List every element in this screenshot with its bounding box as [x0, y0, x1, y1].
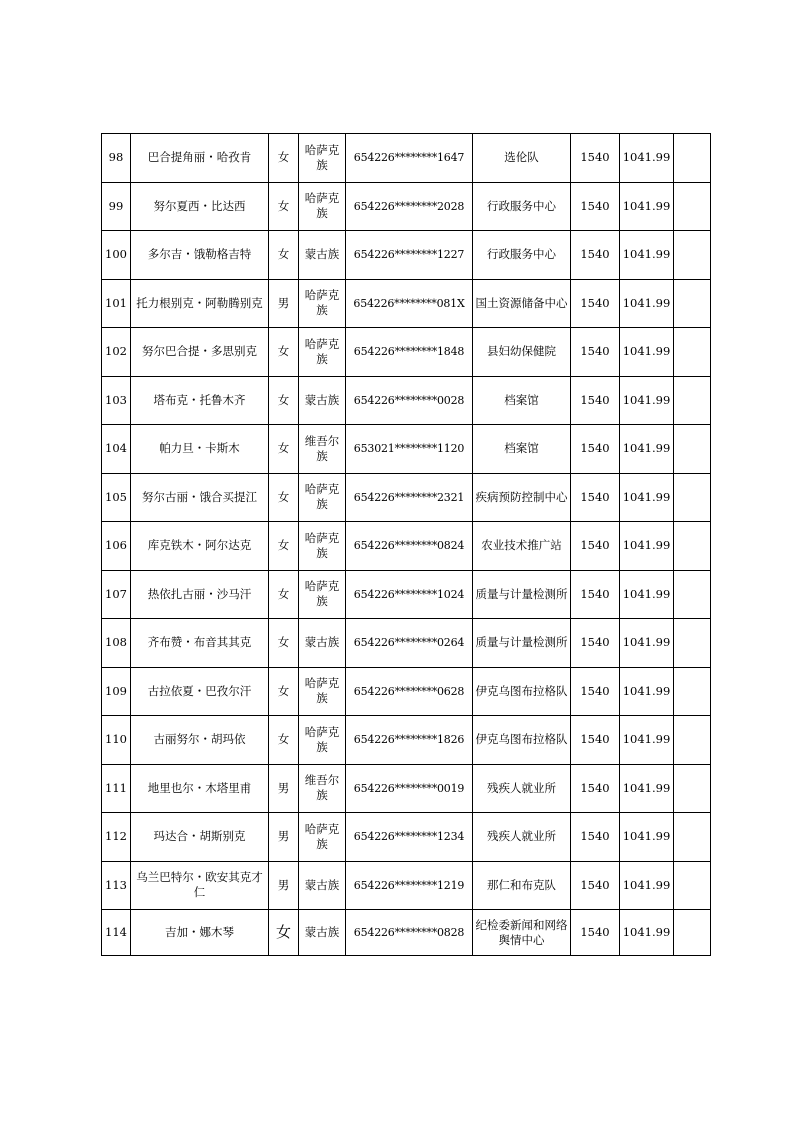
payment-amount-cell: 1041.99	[620, 279, 674, 328]
person-name: 巴合提角丽・哈孜肯	[131, 134, 269, 183]
work-unit-cell: 国土资源储备中心	[473, 279, 571, 328]
gender-cell: 女	[269, 425, 299, 474]
id-number-cell: 654226********0628	[346, 667, 473, 716]
remark-cell	[674, 861, 711, 910]
base-amount-cell: 1540	[571, 716, 620, 765]
row-index: 107	[102, 570, 131, 619]
id-number-cell: 654226********0264	[346, 619, 473, 668]
payment-amount-cell: 1041.99	[620, 861, 674, 910]
person-name: 古拉依夏・巴孜尔汗	[131, 667, 269, 716]
gender-cell: 女	[269, 182, 299, 231]
gender-cell: 男	[269, 861, 299, 910]
id-number-cell: 654226********0824	[346, 522, 473, 571]
table-row	[102, 619, 711, 668]
id-number-cell: 654226********2321	[346, 473, 473, 522]
table-row	[102, 473, 711, 522]
work-unit-cell: 县妇幼保健院	[473, 328, 571, 377]
ethnicity-cell: 哈萨克族	[299, 667, 346, 716]
gender-cell: 女	[269, 910, 299, 956]
person-name: 地里也尔・木塔里甫	[131, 764, 269, 813]
payment-amount-cell: 1041.99	[620, 910, 674, 956]
work-unit-cell: 伊克乌图布拉格队	[473, 667, 571, 716]
work-unit-cell: 选伦队	[473, 134, 571, 183]
payment-amount-cell: 1041.99	[620, 134, 674, 183]
table-row	[102, 667, 711, 716]
payment-amount-cell: 1041.99	[620, 570, 674, 619]
person-name: 帕力旦・卡斯木	[131, 425, 269, 474]
remark-cell	[674, 764, 711, 813]
row-index: 112	[102, 813, 131, 862]
work-unit-cell: 行政服务中心	[473, 231, 571, 280]
remark-cell	[674, 473, 711, 522]
table-row	[102, 134, 711, 183]
payment-amount-cell: 1041.99	[620, 667, 674, 716]
base-amount-cell: 1540	[571, 522, 620, 571]
work-unit-cell: 残疾人就业所	[473, 764, 571, 813]
remark-cell	[674, 328, 711, 377]
base-amount-cell: 1540	[571, 231, 620, 280]
ethnicity-cell: 维吾尔族	[299, 425, 346, 474]
row-index: 109	[102, 667, 131, 716]
table-row	[102, 328, 711, 377]
row-index: 105	[102, 473, 131, 522]
remark-cell	[674, 619, 711, 668]
gender-cell: 女	[269, 328, 299, 377]
ethnicity-cell: 蒙古族	[299, 231, 346, 280]
work-unit-cell: 伊克乌图布拉格队	[473, 716, 571, 765]
remark-cell	[674, 570, 711, 619]
payment-amount-cell: 1041.99	[620, 473, 674, 522]
base-amount-cell: 1540	[571, 910, 620, 956]
person-name: 乌兰巴特尔・欧安其克才仁	[131, 861, 269, 910]
base-amount-cell: 1540	[571, 134, 620, 183]
person-name: 古丽努尔・胡玛依	[131, 716, 269, 765]
ethnicity-cell: 哈萨克族	[299, 328, 346, 377]
remark-cell	[674, 182, 711, 231]
table-row	[102, 910, 711, 956]
id-number-cell: 654226********1024	[346, 570, 473, 619]
id-number-cell: 654226********1219	[346, 861, 473, 910]
row-index: 114	[102, 910, 131, 956]
base-amount-cell: 1540	[571, 861, 620, 910]
base-amount-cell: 1540	[571, 328, 620, 377]
base-amount-cell: 1540	[571, 619, 620, 668]
ethnicity-cell: 蒙古族	[299, 619, 346, 668]
row-index: 110	[102, 716, 131, 765]
remark-cell	[674, 813, 711, 862]
id-number-cell: 654226********0828	[346, 910, 473, 956]
ethnicity-cell: 哈萨克族	[299, 134, 346, 183]
table-row	[102, 861, 711, 910]
remark-cell	[674, 376, 711, 425]
row-index: 106	[102, 522, 131, 571]
roster-table	[101, 133, 711, 956]
row-index: 99	[102, 182, 131, 231]
ethnicity-cell: 哈萨克族	[299, 182, 346, 231]
base-amount-cell: 1540	[571, 764, 620, 813]
id-number-cell: 654226********081X	[346, 279, 473, 328]
ethnicity-cell: 哈萨克族	[299, 716, 346, 765]
id-number-cell: 654226********1227	[346, 231, 473, 280]
remark-cell	[674, 134, 711, 183]
remark-cell	[674, 425, 711, 474]
person-name: 玛达合・胡斯别克	[131, 813, 269, 862]
gender-cell: 男	[269, 764, 299, 813]
gender-cell: 女	[269, 716, 299, 765]
base-amount-cell: 1540	[571, 376, 620, 425]
payment-amount-cell: 1041.99	[620, 813, 674, 862]
remark-cell	[674, 716, 711, 765]
ethnicity-cell: 蒙古族	[299, 910, 346, 956]
gender-cell: 女	[269, 134, 299, 183]
work-unit-cell: 档案馆	[473, 376, 571, 425]
table-row	[102, 716, 711, 765]
base-amount-cell: 1540	[571, 182, 620, 231]
work-unit-cell: 那仁和布克队	[473, 861, 571, 910]
id-number-cell: 654226********2028	[346, 182, 473, 231]
table-row	[102, 376, 711, 425]
id-number-cell: 654226********1848	[346, 328, 473, 377]
gender-cell: 女	[269, 570, 299, 619]
gender-cell: 女	[269, 667, 299, 716]
ethnicity-cell: 维吾尔族	[299, 764, 346, 813]
ethnicity-cell: 哈萨克族	[299, 570, 346, 619]
ethnicity-cell: 哈萨克族	[299, 279, 346, 328]
row-index: 102	[102, 328, 131, 377]
person-name: 努尔巴合提・多思别克	[131, 328, 269, 377]
payment-amount-cell: 1041.99	[620, 231, 674, 280]
roster-table-body	[102, 134, 711, 956]
row-index: 100	[102, 231, 131, 280]
remark-cell	[674, 910, 711, 956]
person-name: 吉加・娜木琴	[131, 910, 269, 956]
work-unit-cell: 疾病预防控制中心	[473, 473, 571, 522]
base-amount-cell: 1540	[571, 473, 620, 522]
row-index: 104	[102, 425, 131, 474]
gender-cell: 女	[269, 376, 299, 425]
ethnicity-cell: 蒙古族	[299, 861, 346, 910]
base-amount-cell: 1540	[571, 570, 620, 619]
work-unit-cell: 行政服务中心	[473, 182, 571, 231]
table-row	[102, 522, 711, 571]
gender-cell: 男	[269, 279, 299, 328]
person-name: 热依扎古丽・沙马汗	[131, 570, 269, 619]
remark-cell	[674, 231, 711, 280]
work-unit-cell: 农业技术推广站	[473, 522, 571, 571]
person-name: 库克铁木・阿尔达克	[131, 522, 269, 571]
person-name: 多尔吉・饿勒格吉特	[131, 231, 269, 280]
id-number-cell: 654226********1234	[346, 813, 473, 862]
work-unit-cell: 档案馆	[473, 425, 571, 474]
person-name: 努尔夏西・比达西	[131, 182, 269, 231]
gender-cell: 女	[269, 473, 299, 522]
table-row	[102, 813, 711, 862]
row-index: 101	[102, 279, 131, 328]
work-unit-cell: 质量与计量检测所	[473, 619, 571, 668]
payment-amount-cell: 1041.99	[620, 425, 674, 474]
ethnicity-cell: 蒙古族	[299, 376, 346, 425]
person-name: 塔布克・托鲁木齐	[131, 376, 269, 425]
ethnicity-cell: 哈萨克族	[299, 813, 346, 862]
base-amount-cell: 1540	[571, 667, 620, 716]
row-index: 103	[102, 376, 131, 425]
person-name: 托力根别克・阿勒腾别克	[131, 279, 269, 328]
remark-cell	[674, 279, 711, 328]
id-number-cell: 653021********1120	[346, 425, 473, 474]
table-row	[102, 279, 711, 328]
work-unit-cell: 残疾人就业所	[473, 813, 571, 862]
row-index: 108	[102, 619, 131, 668]
person-name: 齐布赞・布音其其克	[131, 619, 269, 668]
payment-amount-cell: 1041.99	[620, 522, 674, 571]
person-name: 努尔古丽・饿合买提江	[131, 473, 269, 522]
payment-amount-cell: 1041.99	[620, 376, 674, 425]
id-number-cell: 654226********0028	[346, 376, 473, 425]
ethnicity-cell: 哈萨克族	[299, 473, 346, 522]
gender-cell: 女	[269, 522, 299, 571]
base-amount-cell: 1540	[571, 813, 620, 862]
table-row	[102, 182, 711, 231]
row-index: 111	[102, 764, 131, 813]
payment-amount-cell: 1041.99	[620, 182, 674, 231]
ethnicity-cell: 哈萨克族	[299, 522, 346, 571]
payment-amount-cell: 1041.99	[620, 764, 674, 813]
gender-cell: 女	[269, 231, 299, 280]
payment-amount-cell: 1041.99	[620, 328, 674, 377]
table-row	[102, 425, 711, 474]
table-row	[102, 231, 711, 280]
row-index: 98	[102, 134, 131, 183]
id-number-cell: 654226********1826	[346, 716, 473, 765]
table-row	[102, 764, 711, 813]
payment-amount-cell: 1041.99	[620, 619, 674, 668]
id-number-cell: 654226********0019	[346, 764, 473, 813]
work-unit-cell: 质量与计量检测所	[473, 570, 571, 619]
id-number-cell: 654226********1647	[346, 134, 473, 183]
work-unit-cell: 纪检委新闻和网络舆情中心	[473, 910, 571, 956]
remark-cell	[674, 667, 711, 716]
gender-cell: 男	[269, 813, 299, 862]
row-index: 113	[102, 861, 131, 910]
gender-cell: 女	[269, 619, 299, 668]
base-amount-cell: 1540	[571, 279, 620, 328]
remark-cell	[674, 522, 711, 571]
base-amount-cell: 1540	[571, 425, 620, 474]
payment-amount-cell: 1041.99	[620, 716, 674, 765]
table-row	[102, 570, 711, 619]
